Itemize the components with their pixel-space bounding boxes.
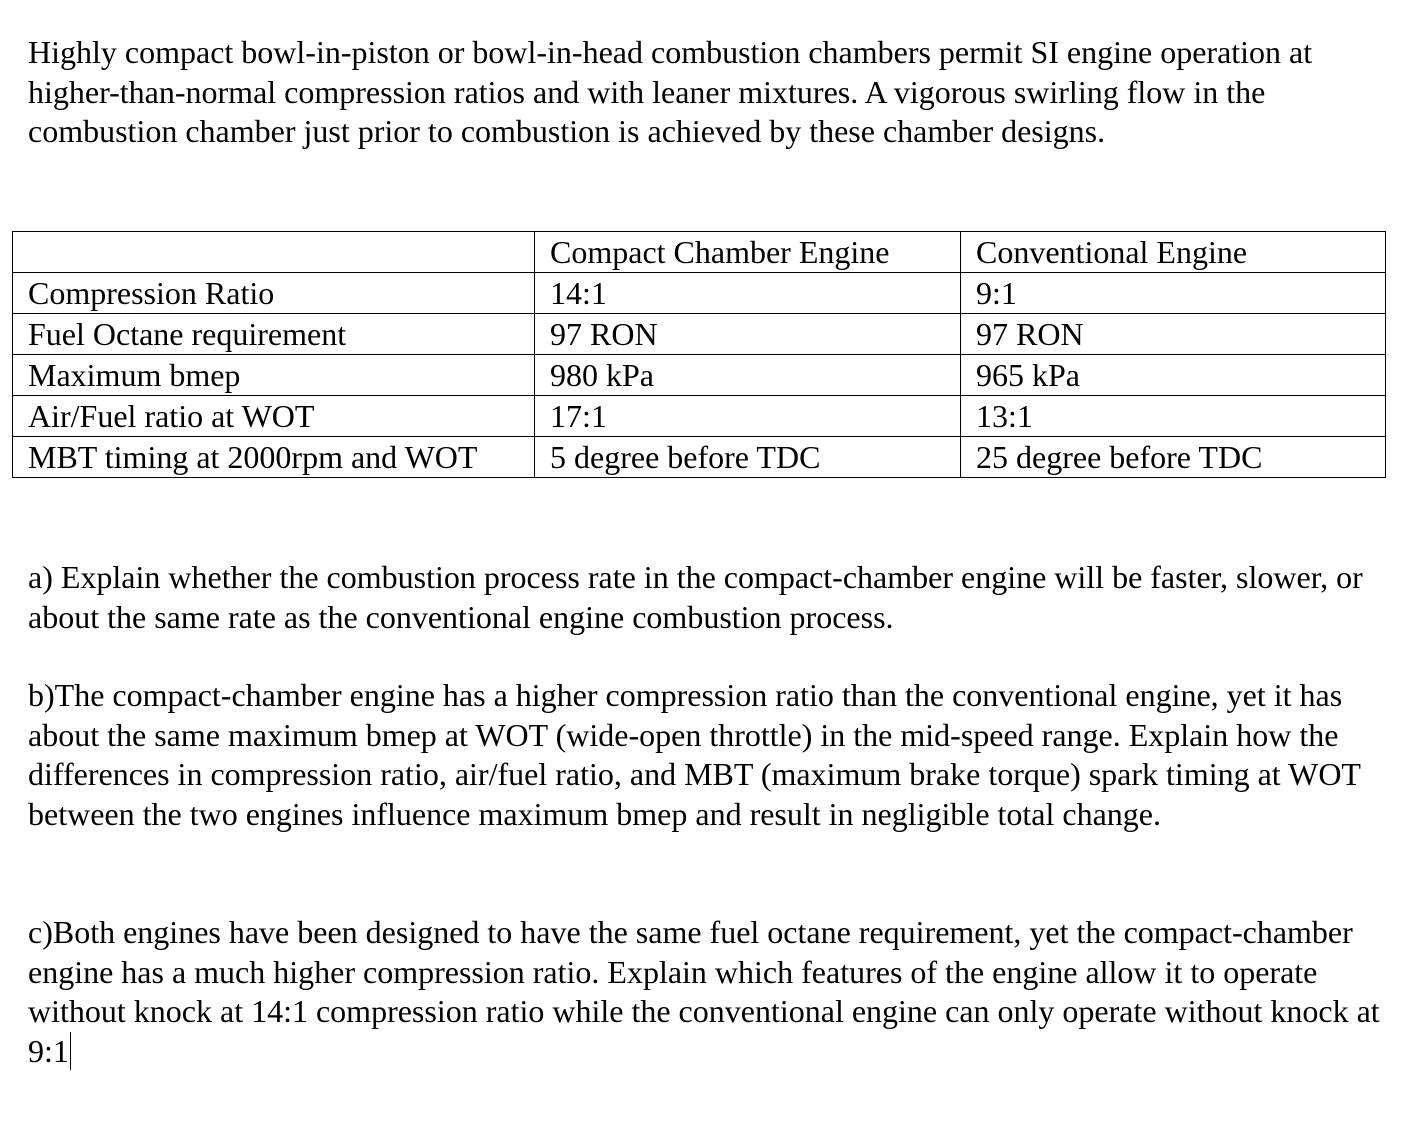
question-c-text: c)Both engines have been designed to have the same fuel octane requirement, yet the compact-chamber engine has a much higher compression ratio. Explain which features of the engine allow it to operate without knock at 14:1 compression ratio while the conventional engine can only operate without knock at 9:1 — [28, 914, 1380, 1070]
question-b-text: b)The compact-chamber engine has a higher compression ratio than the conventional engine, yet it has about the same maximum bmep at WOT (wide-open throttle) in the mid-speed range. Explain how the differences in compression ratio, air/fuel ratio, and MBT (maximum brake torque) spark timing at WOT between the two engines influence maximum bmep and result in negligible total change. — [28, 677, 1361, 833]
conventional-value: 13:1 — [961, 396, 1386, 437]
table-row — [13, 273, 1386, 314]
row-label: Fuel Octane requirement — [13, 314, 535, 355]
compact-value: 97 RON — [535, 314, 961, 355]
intro-paragraph: Highly compact bowl-in-piston or bowl-in-head combustion chambers permit SI engine operation at higher-than-normal compression ratios and with leaner mixtures. A vigorous swirling flow in the combustion chamber just prior to combustion is achieved by these chamber designs. — [28, 34, 1313, 150]
row-label: MBT timing at 2000rpm and WOT — [13, 437, 535, 478]
table-row — [13, 355, 1386, 396]
text-cursor — [70, 1032, 71, 1070]
conventional-value: 97 RON — [961, 314, 1386, 355]
row-label: Air/Fuel ratio at WOT — [13, 396, 535, 437]
question-a — [28, 558, 1398, 637]
table-header-cell — [13, 232, 535, 273]
conventional-value: 25 degree before TDC — [961, 437, 1386, 478]
table-header-row — [13, 232, 1386, 273]
row-label: Maximum bmep — [13, 355, 535, 396]
conventional-value: 965 kPa — [961, 355, 1386, 396]
compact-value: 5 degree before TDC — [535, 437, 961, 478]
row-label: Compression Ratio — [13, 273, 535, 314]
table-row — [13, 314, 1386, 355]
table-row — [13, 437, 1386, 478]
conventional-value: 9:1 — [961, 273, 1386, 314]
question-a-text: a) Explain whether the combustion process rate in the compact-chamber engine will be faster, slower, or about the same rate as the conventional engine combustion process. — [28, 559, 1363, 635]
compact-value: 17:1 — [535, 396, 961, 437]
compact-value: 980 kPa — [535, 355, 961, 396]
table-header-cell: Conventional Engine — [961, 232, 1386, 273]
question-c — [28, 913, 1398, 1072]
table-header-cell: Compact Chamber Engine — [535, 232, 961, 273]
compact-value: 14:1 — [535, 273, 961, 314]
question-b — [28, 676, 1398, 835]
table-row — [13, 396, 1386, 437]
engine-comparison-table — [12, 231, 1386, 478]
